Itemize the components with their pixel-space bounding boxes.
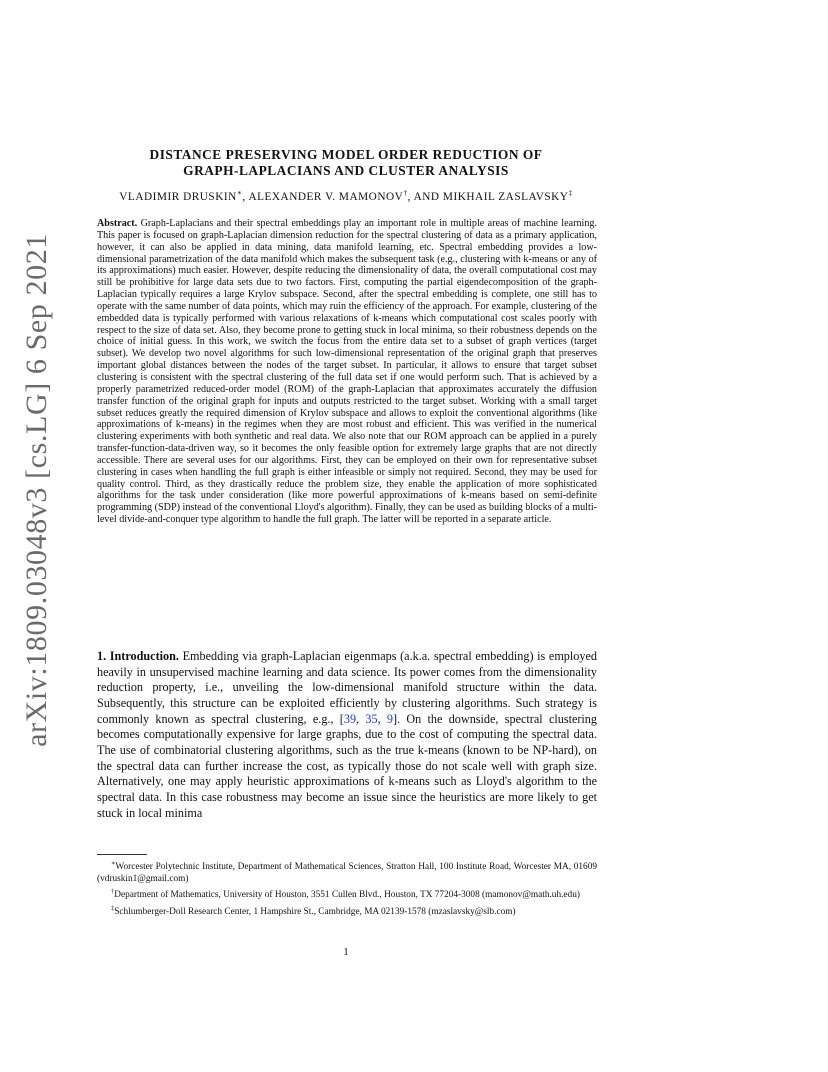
author-3: MIKHAIL ZASLAVSKY <box>442 190 569 203</box>
footnote-text: Department of Mathematics, University of Houston, 3551 Cullen Blvd., Houston, TX 77204-3008 (mamonov@math.uh.edu) <box>114 890 580 901</box>
author-separator: , <box>242 190 249 203</box>
citation-link[interactable]: 9 <box>386 711 393 726</box>
abstract <box>97 218 597 526</box>
title-line-1: DISTANCE PRESERVING MODEL ORDER REDUCTION OF <box>149 147 543 162</box>
author-list <box>95 188 597 203</box>
author-3-mark: ‡ <box>568 188 573 197</box>
author-separator: , AND <box>407 190 443 203</box>
footnotes <box>97 858 597 919</box>
section-heading: 1. Introduction. <box>97 649 179 663</box>
author-1: VLADIMIR DRUSKIN <box>119 190 237 203</box>
paper-title <box>95 147 597 179</box>
footnote-mark: ∗ <box>111 860 116 867</box>
footnote-2 <box>97 886 597 902</box>
citation-link[interactable]: 35 <box>365 711 378 726</box>
abstract-text: Graph-Laplacians and their spectral embeddings play an important role in multiple areas of machine learning. This paper is focused on graph-Laplacian dimension reduction for the spectral clustering of data as a primary application, however, it can also be applied in data mining, data manifold learning, etc. Spectral embedding provides a low-dimensional parametrization of the data manifold which makes the subsequent task (e.g., clustering with k-means or any of its approximations) much easier. However, despite reducing the dimensionality of data, the overall computational cost may still be prohibitive for large data sets due to two factors. First, computing the partial eigendecomposition of the graph-Laplacian typically requires a large Krylov subspace. Second, after the spectral embedding is complete, one still has to operate with the same number of data points, which may ruin the efficiency of the approach. For example, clustering of the embedded data is typically performed with various relaxations of k-means which computational cost scales poorly with respect to the size of data set. Also, they become prone to getting stuck in local minima, so their robustness depends on the choice of initial guess. In this work, we switch the focus from the entire data set to a subset of graph vertices (target subset). We develop two novel algorithms for such low-dimensional representation of the original graph that preserves important global distances between the nodes of the target subset. In particular, it allows to ensure that target subset clustering is consistent with the spectral clustering of the full data set if one would perform such. That is achieved by a properly parametrized reduced-order model (ROM) of the graph-Laplacian that approximates accurately the diffusion transfer function of the original graph for inputs and outputs restricted to the target subset. Working with a small target subset reduces greatly the required dimension of Krylov subspace and allows to exploit the conventional algorithms (like approximations of k-means) in the regimes when they are most robust and efficient. This was verified in the numerical clustering experiments with both synthetic and real data. We also note that our ROM approach can be applied in a purely transfer-function-data-driven way, so it becomes the only feasible option for extremely large graphs that are not directly accessible. There are several uses for our algorithms. First, they can be employed on their own for representative subset clustering in cases when handling the full graph is either infeasible or simply not required. Second, they may be used for quality control. Third, as they drastically reduce the problem size, they enable the application of more sophisticated algorithms for the task under consideration (like more powerful approximations of k-means based on semi-definite programming (SDP) instead of the conventional Lloyd's algorithm). Finally, they can be used as building blocks of a multi-level divide-and-conquer type algorithm to handle the full graph. The latter will be reported in a separate article. <box>97 218 598 526</box>
author-2: ALEXANDER V. MAMONOV <box>248 190 404 203</box>
arxiv-identifier: arXiv:1809.03048v3 [cs.LG] 6 Sep 2021 <box>20 233 53 747</box>
title-line-2: GRAPH-LAPLACIANS AND CLUSTER ANALYSIS <box>183 163 509 178</box>
footnote-text: Worcester Polytechnic Institute, Department of Mathematical Sciences, Stratton Hall, 100 Institute Road, Worcester MA, 01609 (vdruskin1@gmail.com) <box>97 862 597 884</box>
abstract-label: Abstract. <box>97 218 138 229</box>
author-2-mark: † <box>403 188 408 197</box>
footnote-text: Schlumberger-Doll Research Center, 1 Hampshire St., Cambridge, MA 02139-1578 (mzaslavsky@slb.com) <box>114 906 516 917</box>
citation-separator: , <box>377 711 387 726</box>
intro-text-part-2: ]. On the downside, spectral clustering becomes computationally expensive for large graphs, due to the cost of computing the spectral data. The use of combinatorial clustering algorithms, such as the true k-means (known to be NP-hard), on the spectral data can further increase the cost, as typically those do not scale well with graph size. Alternatively, one may apply heuristic approximations of k-means such as Lloyd's algorithm to the spectral data. In this case robustness may become an issue since the heuristics are more likely to get stuck in local minima <box>97 711 597 820</box>
intro-text-part-1: Embedding via graph-Laplacian eigenmaps (a.k.a. spectral embedding) is employed heavily in unsupervised machine learning and data science. Its power comes from the dimensionality reduction property, i.e., unveiling the low-dimensional manifold structure within the data. Subsequently, this structure can be exploited efficiently by clustering algorithms. Such strategy is commonly known as spectral clustering, e.g., [ <box>97 649 597 726</box>
footnote-divider <box>97 854 147 855</box>
page-number: 1 <box>343 946 349 958</box>
footnote-mark: † <box>111 888 115 896</box>
citation-link[interactable]: 39 <box>343 711 357 726</box>
arxiv-identifier-stamp <box>14 233 60 747</box>
author-1-mark: ∗ <box>236 188 243 197</box>
footnote-mark: ‡ <box>111 904 115 912</box>
footnote-1 <box>97 858 597 885</box>
introduction-section <box>97 649 597 821</box>
citation-separator: , <box>356 711 366 726</box>
footnote-3 <box>97 903 597 919</box>
